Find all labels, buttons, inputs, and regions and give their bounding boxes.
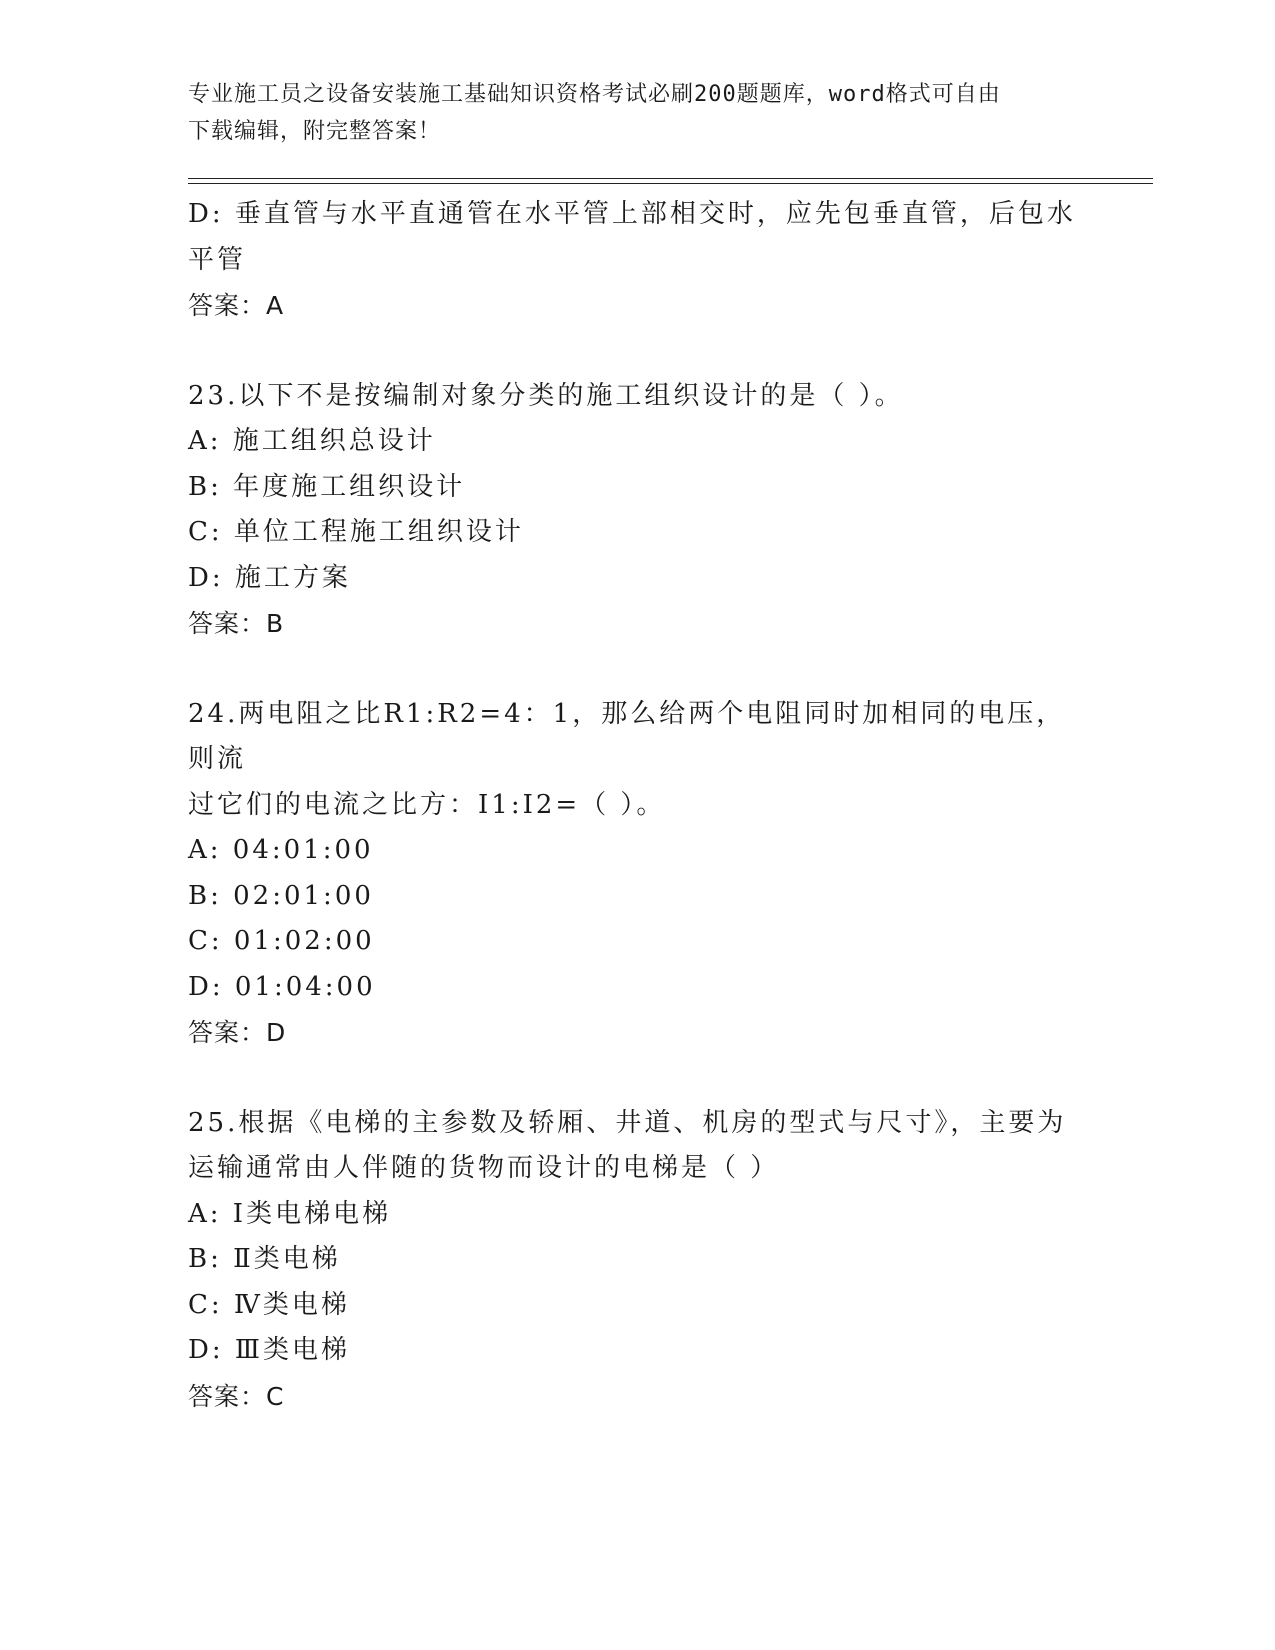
question-stem: 25.根据《电梯的主参数及轿厢、井道、机房的型式与尺寸》，主要为 bbox=[188, 1107, 1067, 1138]
option-c: C: Ⅳ类电梯 bbox=[188, 1289, 350, 1320]
option-d-continued: 平管 bbox=[188, 244, 247, 275]
option-c: C: 单位工程施工组织设计 bbox=[188, 517, 524, 547]
question-stem: 24.两电阻之比R1:R2=4：1，那么给两个电阻同时加相同的电压，则流 bbox=[188, 698, 1066, 774]
option-d: D: Ⅲ类电梯 bbox=[188, 1335, 350, 1365]
option-a: A: Ⅰ类电梯电梯 bbox=[188, 1198, 392, 1229]
header-divider-top bbox=[188, 178, 1153, 179]
option-b: B: 02:01:00 bbox=[188, 880, 374, 911]
option-b: B: Ⅱ类电梯 bbox=[188, 1244, 341, 1274]
document-header bbox=[188, 76, 1088, 150]
header-divider-bottom bbox=[188, 183, 1153, 184]
question-24 bbox=[188, 692, 1088, 1056]
previous-question-tail bbox=[188, 192, 1088, 329]
option-a: A: 施工组织总设计 bbox=[188, 426, 436, 456]
question-list bbox=[188, 192, 1088, 1419]
question-stem-continued: 运输通常由人伴随的货物而设计的电梯是（ ） bbox=[188, 1153, 780, 1183]
answer: 答案：A bbox=[188, 291, 285, 320]
answer: 答案：D bbox=[188, 1018, 287, 1047]
question-stem-continued: 过它们的电流之比方：I1:I2=（ ）。 bbox=[188, 789, 666, 820]
answer: 答案：B bbox=[188, 609, 285, 638]
question-25 bbox=[188, 1101, 1088, 1420]
option-d: D: 01:04:00 bbox=[188, 971, 376, 1002]
question-stem: 23.以下不是按编制对象分类的施工组织设计的是（ ）。 bbox=[188, 380, 904, 411]
header-line-2: 下载编辑，附完整答案！ bbox=[188, 119, 442, 144]
option-b: B: 年度施工组织设计 bbox=[188, 471, 466, 502]
question-23 bbox=[188, 374, 1088, 647]
option-d: D: 施工方案 bbox=[188, 562, 351, 593]
option-a: A: 04:01:00 bbox=[188, 835, 374, 865]
header-line-1: 专业施工员之设备安装施工基础知识资格考试必刷200题题库，word格式可自由 bbox=[188, 82, 1001, 107]
option-d: D: 垂直管与水平直通管在水平管上部相交时，应先包垂直管，后包水 bbox=[188, 199, 1076, 229]
answer: 答案：C bbox=[188, 1381, 285, 1411]
option-c: C: 01:02:00 bbox=[188, 926, 375, 956]
